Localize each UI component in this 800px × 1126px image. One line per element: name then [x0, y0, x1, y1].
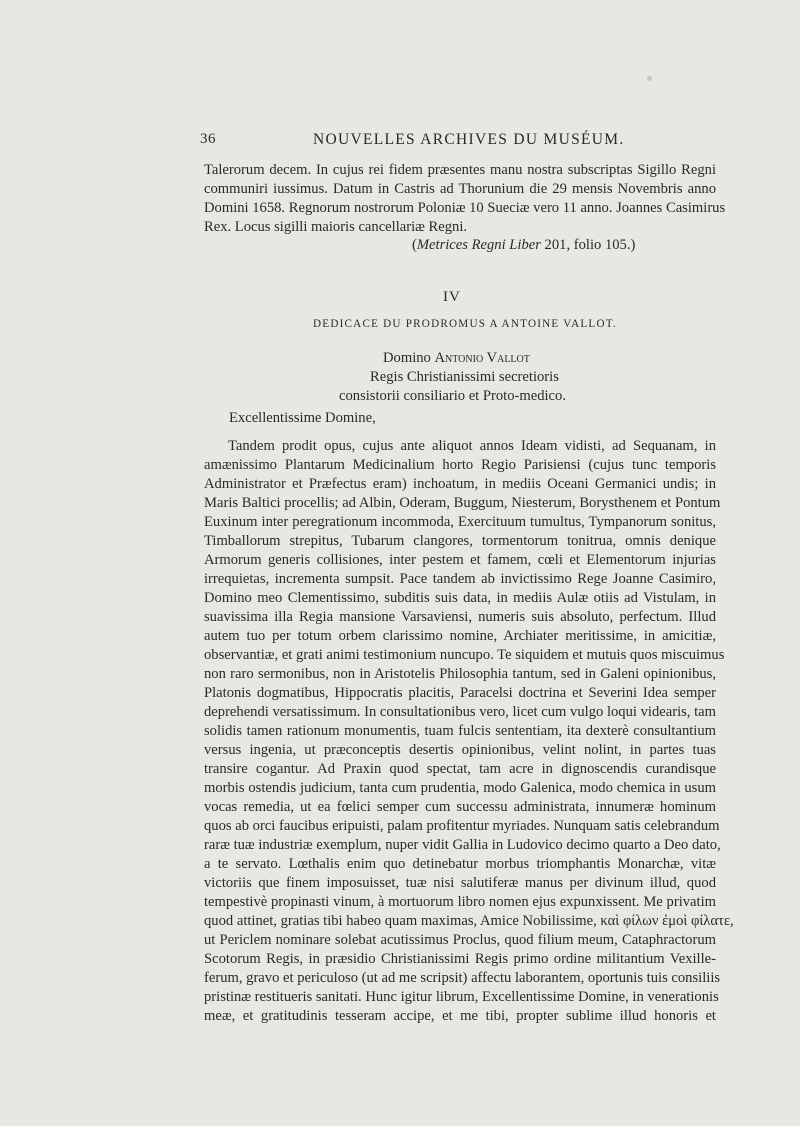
body-line: Administrator et Præfectus eram) inchoatum, in mediis Oceani Germanici undis; in: [204, 476, 716, 492]
body-line: transire cogantur. Ad Praxin quod spectat, tam acre in dignoscendis curandisque: [204, 761, 716, 777]
body-line: solidis tamen rationum monumentis, tuam fulcis sententiam, ita dexterè consultantium: [204, 723, 716, 739]
body-line: Maris Baltici procellis; ad Albin, Oderam, Buggum, Niesterum, Borysthenem et Pontum: [204, 495, 721, 511]
body-line: Platonis dogmatibus, Hippocratis placitis, Paracelsi doctrina et Severini Idea semper: [204, 685, 716, 701]
opening-line: Talerorum decem. In cujus rei fidem præsentes manu nostra subscriptas Sigillo Regni: [204, 162, 716, 178]
body-line: quos ab orci faucibus eripuisti, palam profitentur myriades. Nunquam satis celebrandum: [204, 818, 720, 834]
opening-line: Rex. Locus sigilli maioris cancellariæ Regni.: [204, 219, 468, 235]
body-line: ut Periclem nominare solebat acutissimus Proclus, quod filium meum, Cataphractorum: [204, 932, 716, 948]
body-line: raræ tuæ industriæ exemplum, nuper vidit Gallia in Ludovico decimo quarto a Deo dato,: [204, 837, 721, 853]
body-line: victoriis que finem imposuisset, tuæ nisi salutiferæ manus per divinum illud, quod: [204, 875, 716, 891]
body-line: a te servato. Lœthalis enim quo detinebatur morbus triomphantis Monarchæ, vitæ: [204, 856, 716, 872]
running-head: [200, 131, 800, 151]
salutation: Excellentissime Domine,: [229, 410, 376, 426]
address-prefix: Domino: [383, 350, 435, 366]
body-line: vocas remedia, ut ea fœlici semper cum successu administrata, innumeræ hominum: [204, 799, 716, 815]
dedication-address-line2: Regis Christianissimi secretioris: [370, 369, 559, 385]
body-line: Tandem prodit opus, cujus ante aliquot annos Ideam vidisti, ad Sequanam, in: [228, 438, 716, 454]
opening-line: communiri iussimus. Datum in Castris ad Thorunium die 29 mensis Novembris anno: [204, 181, 716, 197]
body-line: Armorum generis collisiones, inter pestem et famem, cœli et Elementorum injurias: [204, 552, 716, 568]
body-line: tempestivè propinasti vinum, à mortuorum libro nomen ejus expunxissent. Me privatim: [204, 894, 716, 910]
body-line: Timballorum strepitus, Tubarum clangores, tormentorum tonitrua, omnis denique: [204, 533, 716, 549]
body-line: morbis ostendis judicium, tanta cum prudentia, modo Galenica, modo chemica in usum: [204, 780, 716, 796]
opening-line: Domini 1658. Regnorum nostrorum Poloniæ 10 Sueciæ vero 11 anno. Joannes Casimirus: [204, 200, 726, 216]
body-line: deprehendi versatissimum. In consultationibus vero, licet cum vulgo loqui videaris, tam: [204, 704, 716, 720]
body-line: suavissima illa Regia mansione Varsaviensi, numeris suis absoluto, perfectum. Illud: [204, 609, 716, 625]
page-number: 36: [200, 131, 216, 147]
citation-open: (: [412, 237, 417, 253]
body-line: non raro sermonibus, non in Aristotelis Philosophia tantum, sed in Galeni opinionibus,: [204, 666, 716, 682]
body-line: Domino meo Clementissimo, subditis suis data, in mediis Aulæ otiis ad Vistulam, in: [204, 590, 716, 606]
dedication-address-line3: consistorii consiliario et Proto-medico.: [339, 388, 566, 404]
body-line: ferum, gravo et periculoso (ut ad me scripsit) affectu laborantem, oportunis tuis consiliis: [204, 970, 721, 986]
body-line: amænissimo Plantarum Medicinalium horto Regio Parisiensi (cujus tunc temporis: [204, 457, 716, 473]
source-citation: [412, 237, 635, 254]
body-line: quod attinet, gratias tibi habeo quam maximas, Amice Nobilissime, καὶ φίλων ἐμοὶ φίλατε,: [204, 913, 734, 929]
citation-source: Metrices Regni Liber: [416, 237, 541, 253]
paper-spot: [647, 76, 652, 81]
body-line: versus ingenia, ut præconceptis desertis opinionibus, velint nolint, in partes tuas: [204, 742, 716, 758]
body-line: irrequietas, incrementa sumpsit. Pace tandem ab invictissimo Rege Joanne Casimiro,: [204, 571, 716, 587]
journal-title: NOUVELLES ARCHIVES DU MUSÉUM.: [313, 131, 625, 148]
section-number: IV: [443, 289, 461, 305]
body-line: Euxinum inter peregrationum incommoda, Exercituum tumultus, Tympanorum sonitus,: [204, 514, 716, 530]
section-heading: DEDICACE DU PRODROMUS A ANTOINE VALLOT.: [313, 318, 617, 330]
dedication-address-line1: [383, 350, 530, 367]
body-line: meæ, et gratitudinis tesseram accipe, et me tibi, propter sublime illud honoris et: [204, 1008, 716, 1024]
addressee-name: Antonio Vallot: [434, 350, 530, 366]
body-line: observantiæ, et grati animi testimonium nuncupo. Te siquidem et mutuis quos miscuimus: [204, 647, 725, 663]
body-line: Scotorum Regis, in præsidio Christianissimi Regis primo ordine militantium Vexille-: [204, 951, 716, 967]
body-line: pristinæ restitueris sanitati. Hunc igitur librum, Excellentissime Domine, in venerationis: [204, 989, 719, 1005]
body-line: autem tuo per totum orbem clarissimo nomine, Archiater meritissime, in amicitiæ,: [204, 628, 716, 644]
citation-rest: 201, folio 105.): [540, 237, 636, 253]
